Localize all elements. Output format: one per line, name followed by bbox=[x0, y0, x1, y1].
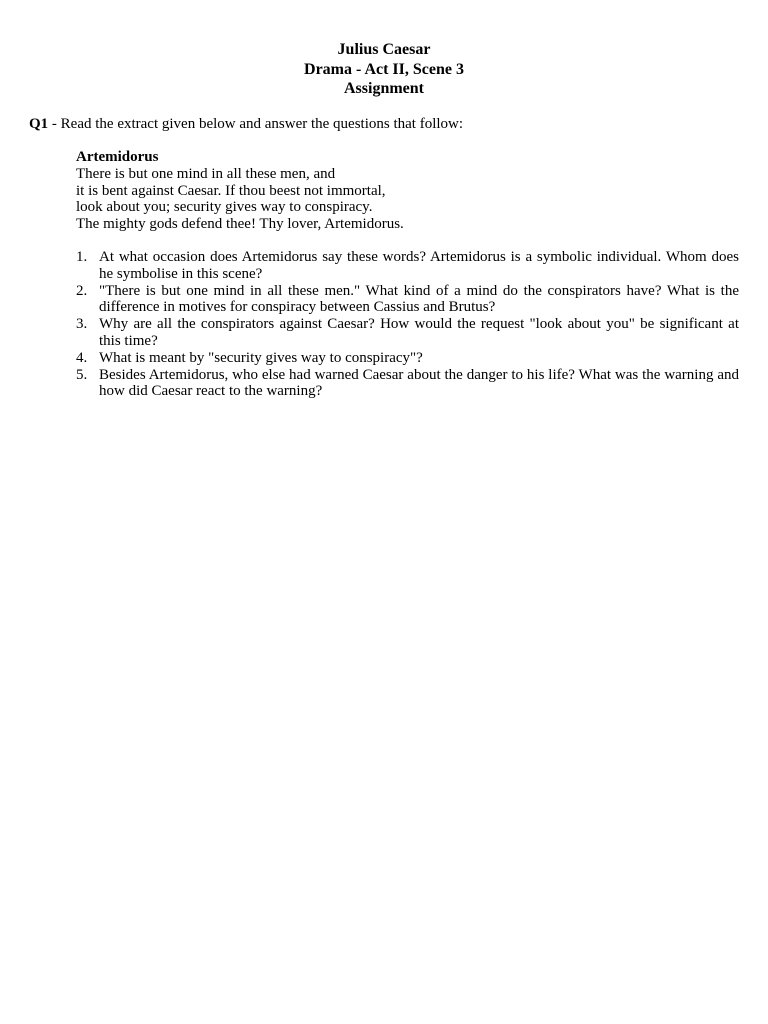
question-number: 5. bbox=[76, 366, 88, 383]
question-text: At what occasion does Artemidorus say these words? Artemidorus is a symbolic individual. Whom does he symbolise in this scene? bbox=[99, 249, 739, 282]
extract-line: look about you; security gives way to conspiracy. bbox=[76, 199, 373, 216]
extract-line: There is but one mind in all these men, and bbox=[76, 165, 336, 182]
document-heading: Assignment bbox=[343, 80, 424, 97]
question-prompt-text: - Read the extract given below and answer the questions that follow: bbox=[48, 116, 464, 132]
question-text: "There is but one mind in all these men." What kind of a mind do the conspirators have? What is the difference in motives for conspiracy between Cassius and Brutus? bbox=[99, 282, 739, 316]
questions-list bbox=[76, 249, 739, 400]
question-number: 3. bbox=[76, 316, 88, 333]
extract-line: The mighty gods defend thee! Thy lover, Artemidorus. bbox=[76, 216, 404, 233]
extract-line: it is bent against Caesar. If thou beest not immortal, bbox=[76, 182, 386, 199]
question-text: What is meant by "security gives way to conspiracy"? bbox=[99, 349, 423, 366]
document-title: Julius Caesar bbox=[337, 41, 431, 58]
question-number: 1. bbox=[76, 249, 88, 265]
question-item bbox=[76, 367, 739, 401]
question-item bbox=[76, 316, 739, 350]
question-text: Besides Artemidorus, who else had warned Caesar about the danger to his life? What was the warning and how did Caesar react to the warning? bbox=[99, 366, 739, 400]
question-item bbox=[76, 283, 739, 317]
question-item bbox=[76, 350, 739, 367]
document-subtitle: Drama - Act II, Scene 3 bbox=[304, 60, 464, 78]
question-label: Q1 bbox=[29, 116, 49, 132]
question-prompt bbox=[29, 115, 463, 133]
question-text: Why are all the conspirators against Caesar? How would the request "look about you" be significant at this time? bbox=[99, 316, 739, 349]
extract-speaker: Artemidorus bbox=[76, 149, 159, 165]
question-number: 2. bbox=[76, 282, 88, 299]
extract-block bbox=[76, 149, 404, 233]
question-number: 4. bbox=[76, 349, 88, 366]
question-item bbox=[76, 249, 739, 283]
document-header bbox=[0, 40, 768, 99]
